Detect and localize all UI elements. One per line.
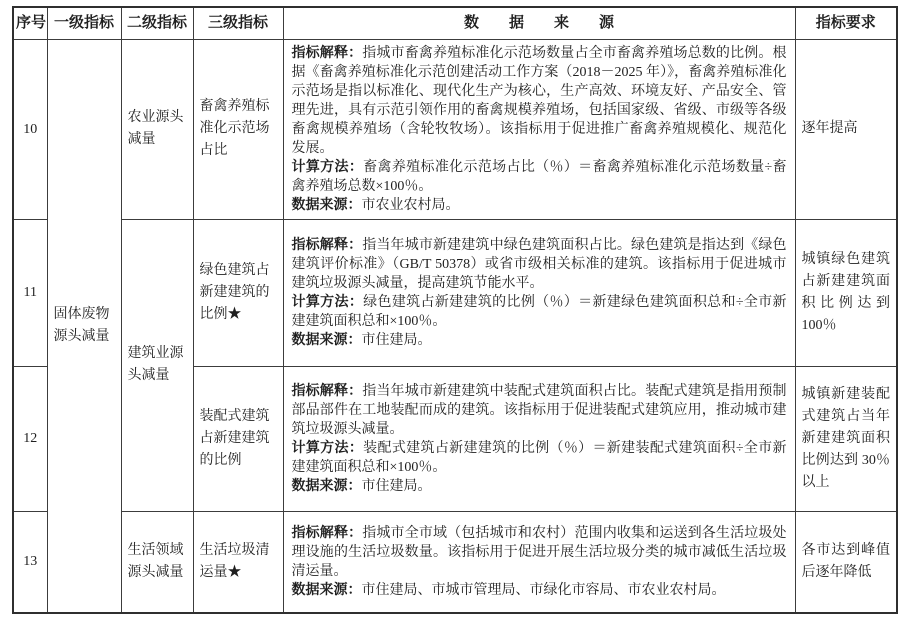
paragraph-label: 数据来源： bbox=[291, 332, 362, 348]
table-header-row bbox=[13, 7, 897, 39]
header-requirement: 指标要求 bbox=[795, 7, 897, 39]
source-paragraph bbox=[292, 524, 787, 581]
level1-indicator-cell: 固体废物源头减量 bbox=[47, 39, 121, 613]
header-level1: 一级指标 bbox=[47, 7, 121, 39]
level3-indicator-cell: 装配式建筑占新建建筑的比例 bbox=[193, 366, 283, 511]
row-number: 10 bbox=[13, 39, 47, 219]
paragraph-label: 计算方法： bbox=[291, 159, 364, 175]
row-number: 13 bbox=[13, 511, 47, 613]
paragraph-text: 指当年城市新建建筑中绿色建筑面积占比。绿色建筑是指达到《绿色建筑评价标准》（GB/T 50378）或省市级相关标准的建筑。该指标用于促进城市建筑垃圾源头减量，提高建筑节能水平。 bbox=[291, 237, 787, 291]
source-paragraph bbox=[292, 293, 787, 331]
row-number: 12 bbox=[13, 366, 47, 511]
data-source-cell bbox=[283, 511, 795, 613]
requirement-cell: 各市达到峰值后逐年降低 bbox=[795, 511, 897, 613]
paragraph-text: 畜禽养殖标准化示范场占比（％）＝畜禽养殖标准化示范场数量÷畜禽养殖场总数×100％。 bbox=[291, 159, 787, 194]
source-paragraph bbox=[292, 477, 787, 496]
header-level3: 三级指标 bbox=[193, 7, 283, 39]
source-paragraph bbox=[292, 44, 787, 158]
paragraph-label: 计算方法： bbox=[291, 440, 364, 456]
level3-indicator-cell: 绿色建筑占新建建筑的比例★ bbox=[193, 219, 283, 366]
paragraph-text: 市农业农村局。 bbox=[361, 197, 460, 213]
level3-indicator-cell: 畜禽养殖标准化示范场占比 bbox=[193, 39, 283, 219]
paragraph-text: 市住建局、市城市管理局、市绿化市容局、市农业农村局。 bbox=[361, 582, 726, 598]
source-paragraph bbox=[292, 196, 787, 215]
paragraph-text: 绿色建筑占新建建筑的比例（％）＝新建绿色建筑面积总和÷全市新建建筑面积总和×100％。 bbox=[291, 294, 787, 329]
paragraph-label: 指标解释： bbox=[291, 45, 363, 61]
indicator-table bbox=[12, 6, 898, 614]
paragraph-text: 指当年城市新建建筑中装配式建筑面积占比。装配式建筑是指用预制部品部件在工地装配而成的建筑。该指标用于促进装配式建筑应用，推动城市建筑垃圾源头减量。 bbox=[291, 383, 787, 437]
source-paragraph bbox=[292, 331, 787, 350]
requirement-cell: 逐年提高 bbox=[795, 39, 897, 219]
paragraph-label: 数据来源： bbox=[291, 478, 362, 494]
level2-indicator-cell: 农业源头减量 bbox=[121, 39, 193, 219]
data-source-cell bbox=[283, 39, 795, 219]
table-row bbox=[13, 219, 897, 366]
requirement-cell: 城镇绿色建筑占新建建筑面积比例达到100％ bbox=[795, 219, 897, 366]
header-source: 数 据 来 源 bbox=[283, 7, 795, 39]
paragraph-text: 市住建局。 bbox=[361, 332, 432, 348]
header-no: 序号 bbox=[13, 7, 47, 39]
paragraph-text: 指城市全市域（包括城市和农村）范围内收集和运送到各生活垃圾处理设施的生活垃圾数量。该指标用于促进开展生活垃圾分类的城市减低生活垃圾清运量。 bbox=[291, 525, 787, 579]
paragraph-label: 指标解释： bbox=[291, 237, 363, 253]
paragraph-label: 数据来源： bbox=[291, 197, 362, 213]
source-paragraph bbox=[292, 158, 787, 196]
source-paragraph bbox=[292, 382, 787, 439]
paragraph-text: 市住建局。 bbox=[361, 478, 432, 494]
data-source-cell bbox=[283, 219, 795, 366]
source-paragraph bbox=[292, 236, 787, 293]
table-row bbox=[13, 39, 897, 219]
row-number: 11 bbox=[13, 219, 47, 366]
header-level2: 二级指标 bbox=[121, 7, 193, 39]
level2-indicator-cell: 建筑业源头减量 bbox=[121, 219, 193, 511]
table-row bbox=[13, 511, 897, 613]
paragraph-label: 计算方法： bbox=[291, 294, 364, 310]
level2-indicator-cell: 生活领域源头减量 bbox=[121, 511, 193, 613]
paragraph-label: 指标解释： bbox=[291, 525, 363, 541]
paragraph-text: 指城市畜禽养殖标准化示范场数量占全市畜禽养殖场总数的比例。根据《畜禽养殖标准化示范创建活动工作方案（2018－2025 年）》，畜禽养殖标准化示范场是指以标准化、现代化生产为核心，生产高效、环境友好、产品安全、管理先进，具有示范引领作用的畜禽规模养殖场，包括国家级、省级、市级等各级畜禽规模养殖场（含轮牧牧场）。该指标用于促进推广畜禽养殖规模化、规范化发展。 bbox=[291, 45, 787, 156]
paragraph-text: 装配式建筑占新建建筑的比例（％）＝新建装配式建筑面积÷全市新建建筑面积总和×100％。 bbox=[291, 440, 787, 475]
source-paragraph bbox=[292, 581, 787, 600]
paragraph-label: 指标解释： bbox=[291, 383, 363, 399]
requirement-cell: 城镇新建装配式建筑占当年新建建筑面积比例达到 30％以上 bbox=[795, 366, 897, 511]
level3-indicator-cell: 生活垃圾清运量★ bbox=[193, 511, 283, 613]
data-source-cell bbox=[283, 366, 795, 511]
source-paragraph bbox=[292, 439, 787, 477]
paragraph-label: 数据来源： bbox=[291, 582, 362, 598]
